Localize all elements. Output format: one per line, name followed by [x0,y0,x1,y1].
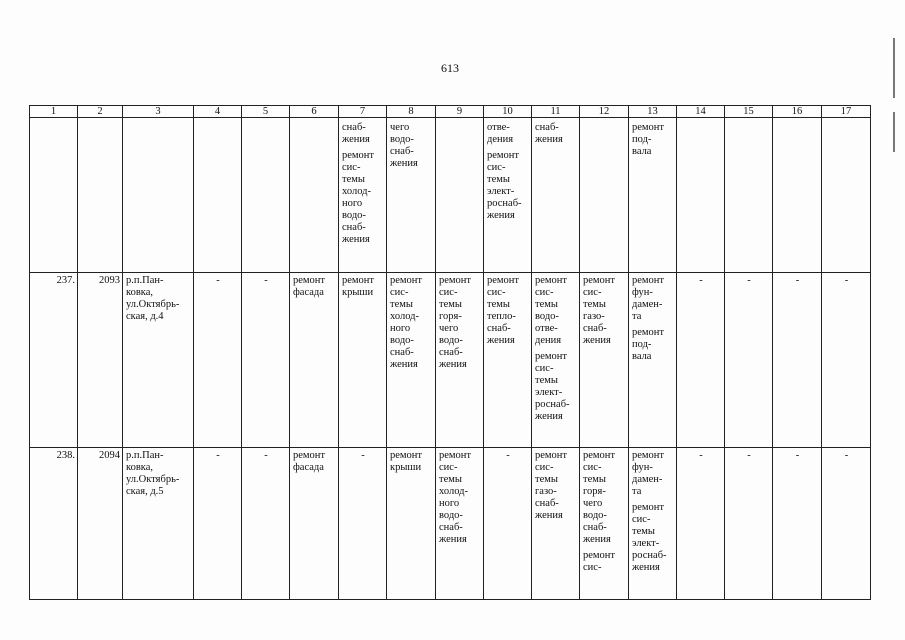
work-item-line: ремонт [487,275,520,286]
work-item-line: снаб- [583,323,607,334]
work-item-line: ремонт [583,550,616,561]
work-item [245,450,287,462]
work-item [245,275,287,287]
work-cell [822,273,871,448]
table-row [30,273,871,448]
work-item-line: - [264,275,268,286]
work-item-line: ремонт [632,502,665,513]
work-item [632,502,674,574]
column-number-cell: 6 [290,106,339,118]
work-item-line: - [699,275,703,286]
work-item-line: ремонт [390,275,423,286]
work-item [583,450,626,546]
work-item-line: дения [487,134,514,145]
work-item-line: ремонт [632,122,665,133]
work-item-line: ремонт [293,275,326,286]
work-item [342,275,384,299]
building-code-cell: 2094 [78,448,123,600]
work-item-line: - [506,450,510,461]
work-item-line: под- [632,134,652,145]
column-number-cell: 5 [242,106,290,118]
work-cell [725,118,773,273]
work-cell [339,118,387,273]
work-item-line: - [844,275,849,286]
work-item-line: темы [487,174,510,185]
work-cell [242,118,290,273]
work-item-line: жения [439,534,467,545]
work-item-line: жения [535,134,563,145]
work-item-line: темы [632,526,655,537]
page-number: 613 [441,61,459,75]
work-cell [580,273,629,448]
work-item-line: чего [583,498,603,509]
work-cell [532,273,580,448]
work-item-line: сис- [583,562,602,573]
work-item-line: водо- [535,311,559,322]
work-cell [194,273,242,448]
work-cell [580,448,629,600]
work-item-line: ного [342,198,363,209]
address-cell [123,118,194,273]
work-item-line: - [795,275,800,286]
work-cell [290,273,339,448]
column-number-cell: 3 [123,106,194,118]
work-item-line: роснаб- [632,550,667,561]
work-cell [290,118,339,273]
work-cell [436,273,484,448]
work-item [776,275,819,287]
work-cell [242,448,290,600]
address-line: ул.Октябрь- [126,299,180,310]
work-cell [773,273,822,448]
work-cell [532,118,580,273]
column-number-cell: 17 [822,106,871,118]
work-item [197,275,239,287]
work-item-line: роснаб- [535,399,570,410]
work-item [632,275,674,323]
work-cell [339,448,387,600]
work-item-line: жения [632,562,660,573]
address-line: ская, д.4 [126,311,164,322]
work-item-line: - [216,275,220,286]
work-item-line: ремонт [293,450,326,461]
work-item [680,275,722,287]
work-item-line: сис- [487,162,506,173]
work-cell [725,448,773,600]
work-item [632,122,674,158]
work-item-line: сис- [535,287,554,298]
work-cell [194,118,242,273]
work-item-line: дамен- [632,474,663,485]
column-number-cell: 10 [484,106,532,118]
scan-edge-mark [893,38,895,98]
address-cell [123,273,194,448]
work-item-line: водо- [342,210,366,221]
scan-edge-mark [893,112,895,152]
work-item-line: фасада [293,462,324,473]
work-cell [773,118,822,273]
work-item-line: ремонт [439,450,472,461]
work-item-line: снаб- [342,222,366,233]
work-item-line: жения [342,134,370,145]
work-item [632,450,674,498]
column-number-cell: 12 [580,106,629,118]
work-item-line: сис- [583,462,602,473]
work-item [439,275,481,371]
work-item-line: жения [583,335,611,346]
work-item-line: - [795,450,800,461]
work-cell [677,118,725,273]
work-item-line: ремонт [439,275,472,286]
work-item-line: сис- [390,287,409,298]
work-item-line: жения [487,335,515,346]
works-table [29,105,871,600]
work-item-line: водо- [439,510,463,521]
column-number-cell: 11 [532,106,580,118]
work-item-line: холод- [390,311,419,322]
work-item [583,275,626,347]
work-item-line: ремонт [535,351,568,362]
address-line: р.п.Пан- [126,450,164,461]
work-item-line: горя- [439,311,462,322]
work-cell [339,273,387,448]
work-cell [822,448,871,600]
work-cell [580,118,629,273]
work-item-line: снаб- [535,122,559,133]
work-item [293,450,336,474]
work-item [390,122,433,170]
work-cell [629,448,677,600]
work-item [293,275,336,299]
work-item-line: - [747,450,751,461]
row-number-cell: 238. [30,448,78,600]
work-item [535,122,577,146]
work-item-line: крыши [390,462,422,473]
work-item-line: жения [535,411,563,422]
work-item-line: снаб- [439,347,463,358]
work-item-line: снаб- [535,498,559,509]
work-cell [677,273,725,448]
work-item-line: элект- [487,186,515,197]
column-number-cell: 4 [194,106,242,118]
work-item [342,122,384,146]
work-cell [773,448,822,600]
work-item-line: отве- [487,122,510,133]
work-item-line: жения [535,510,563,521]
work-item [197,450,239,462]
work-cell [242,273,290,448]
work-cell [532,448,580,600]
work-item-line: ремонт [583,450,616,461]
work-item [535,275,577,347]
work-item-line: темы [342,174,365,185]
work-item-line: ного [439,498,460,509]
work-item-line: вала [632,351,652,362]
work-item-line: фун- [632,462,653,473]
work-item [825,275,868,287]
work-item [728,275,770,287]
work-cell [290,448,339,600]
row-number-cell [30,118,78,273]
work-item [535,351,577,423]
work-item-line: ремонт [342,275,375,286]
work-cell [629,118,677,273]
table-row [30,118,871,273]
work-item-line: отве- [535,323,558,334]
work-item [390,450,433,474]
work-cell [436,118,484,273]
work-cell [194,448,242,600]
work-item-line: - [747,275,751,286]
work-item-line: под- [632,339,652,350]
work-item-line: ремонт [632,450,665,461]
work-item-line: темы [535,474,558,485]
work-item-line: та [632,311,642,322]
work-item-line: снаб- [487,323,511,334]
work-item [439,450,481,546]
work-item-line: сис- [487,287,506,298]
work-item-line: ремонт [583,275,616,286]
work-cell [484,273,532,448]
work-item-line: элект- [535,387,563,398]
work-item-line: сис- [535,462,554,473]
work-item-line: жения [390,158,418,169]
work-item [487,150,529,222]
work-item [487,275,529,347]
column-number-cell: 13 [629,106,677,118]
column-number-cell: 2 [78,106,123,118]
work-item-line: ремонт [342,150,375,161]
building-code-cell: 2093 [78,273,123,448]
work-cell [484,448,532,600]
work-cell [725,273,773,448]
work-cell [629,273,677,448]
address-cell [123,448,194,600]
work-item-line: темы [583,299,606,310]
work-item-line: сис- [439,287,458,298]
work-item-line: ремонт [487,150,520,161]
work-item-line: водо- [583,510,607,521]
work-cell [436,448,484,600]
work-item-line: дамен- [632,299,663,310]
column-number-cell: 9 [436,106,484,118]
column-number-cell: 7 [339,106,387,118]
work-item [776,450,819,462]
work-item [583,550,626,574]
work-item-line: водо- [390,134,414,145]
work-item-line: снаб- [390,347,414,358]
work-item-line: сис- [342,162,361,173]
work-item-line: - [264,450,268,461]
work-item [342,450,384,462]
work-item-line: фасада [293,287,324,298]
address-line: ская, д.5 [126,486,164,497]
work-item [825,450,868,462]
table-row [30,448,871,600]
work-item-line: снаб- [390,146,414,157]
work-item [390,275,433,371]
address-line: ул.Октябрь- [126,474,180,485]
work-item [487,450,529,462]
work-item [728,450,770,462]
column-number-cell: 1 [30,106,78,118]
work-item [342,150,384,246]
column-number-cell: 15 [725,106,773,118]
work-item-line: сис- [632,514,651,525]
work-item-line: темы [439,474,462,485]
work-item-line: темы [487,299,510,310]
address-line: ковка, [126,462,154,473]
work-item-line: снаб- [583,522,607,533]
work-item-line: жения [583,534,611,545]
work-item-line: водо- [390,335,414,346]
work-item-line: горя- [583,486,606,497]
work-item-line: сис- [535,363,554,374]
work-item-line: жения [487,210,515,221]
work-item-line: ного [390,323,411,334]
work-item-line: ремонт [632,275,665,286]
work-item-line: крыши [342,287,374,298]
work-item-line: ремонт [535,450,568,461]
work-item-line: газо- [535,486,557,497]
work-cell [387,448,436,600]
address-line: ковка, [126,287,154,298]
work-item-line: дения [535,335,562,346]
building-code-cell [78,118,123,273]
work-item-line: элект- [632,538,660,549]
work-item-line: роснаб- [487,198,522,209]
work-item-line: вала [632,146,652,157]
work-cell [484,118,532,273]
work-item-line: та [632,486,642,497]
work-item-line: фун- [632,287,653,298]
work-item-line: ремонт [535,275,568,286]
work-item-line: жения [342,234,370,245]
work-item [535,450,577,522]
work-item-line: снаб- [342,122,366,133]
work-item-line: ремонт [632,327,665,338]
work-item [680,450,722,462]
address-line: р.п.Пан- [126,275,164,286]
work-item [632,327,674,363]
work-item-line: тепло- [487,311,516,322]
column-number-cell: 8 [387,106,436,118]
column-number-cell: 14 [677,106,725,118]
work-item [487,122,529,146]
work-item-line: сис- [583,287,602,298]
work-item-line: - [699,450,703,461]
column-number-row [30,106,871,118]
work-item-line: жения [390,359,418,370]
work-item-line: - [216,450,220,461]
work-item-line: темы [535,375,558,386]
work-cell [387,118,436,273]
work-item-line: темы [583,474,606,485]
work-item-line: холод- [439,486,468,497]
work-item-line: снаб- [439,522,463,533]
work-item-line: чего [390,122,410,133]
row-number-cell: 237. [30,273,78,448]
work-item-line: холод- [342,186,371,197]
work-cell [677,448,725,600]
work-item-line: темы [390,299,413,310]
work-item-line: темы [439,299,462,310]
column-number-cell: 16 [773,106,822,118]
work-item-line: - [844,450,849,461]
work-item-line: ремонт [390,450,423,461]
work-cell [387,273,436,448]
work-item-line: газо- [583,311,605,322]
work-item-line: темы [535,299,558,310]
work-cell [822,118,871,273]
work-item-line: жения [439,359,467,370]
work-item-line: чего [439,323,459,334]
work-item-line: - [361,450,365,461]
work-item-line: водо- [439,335,463,346]
work-item-line: сис- [439,462,458,473]
